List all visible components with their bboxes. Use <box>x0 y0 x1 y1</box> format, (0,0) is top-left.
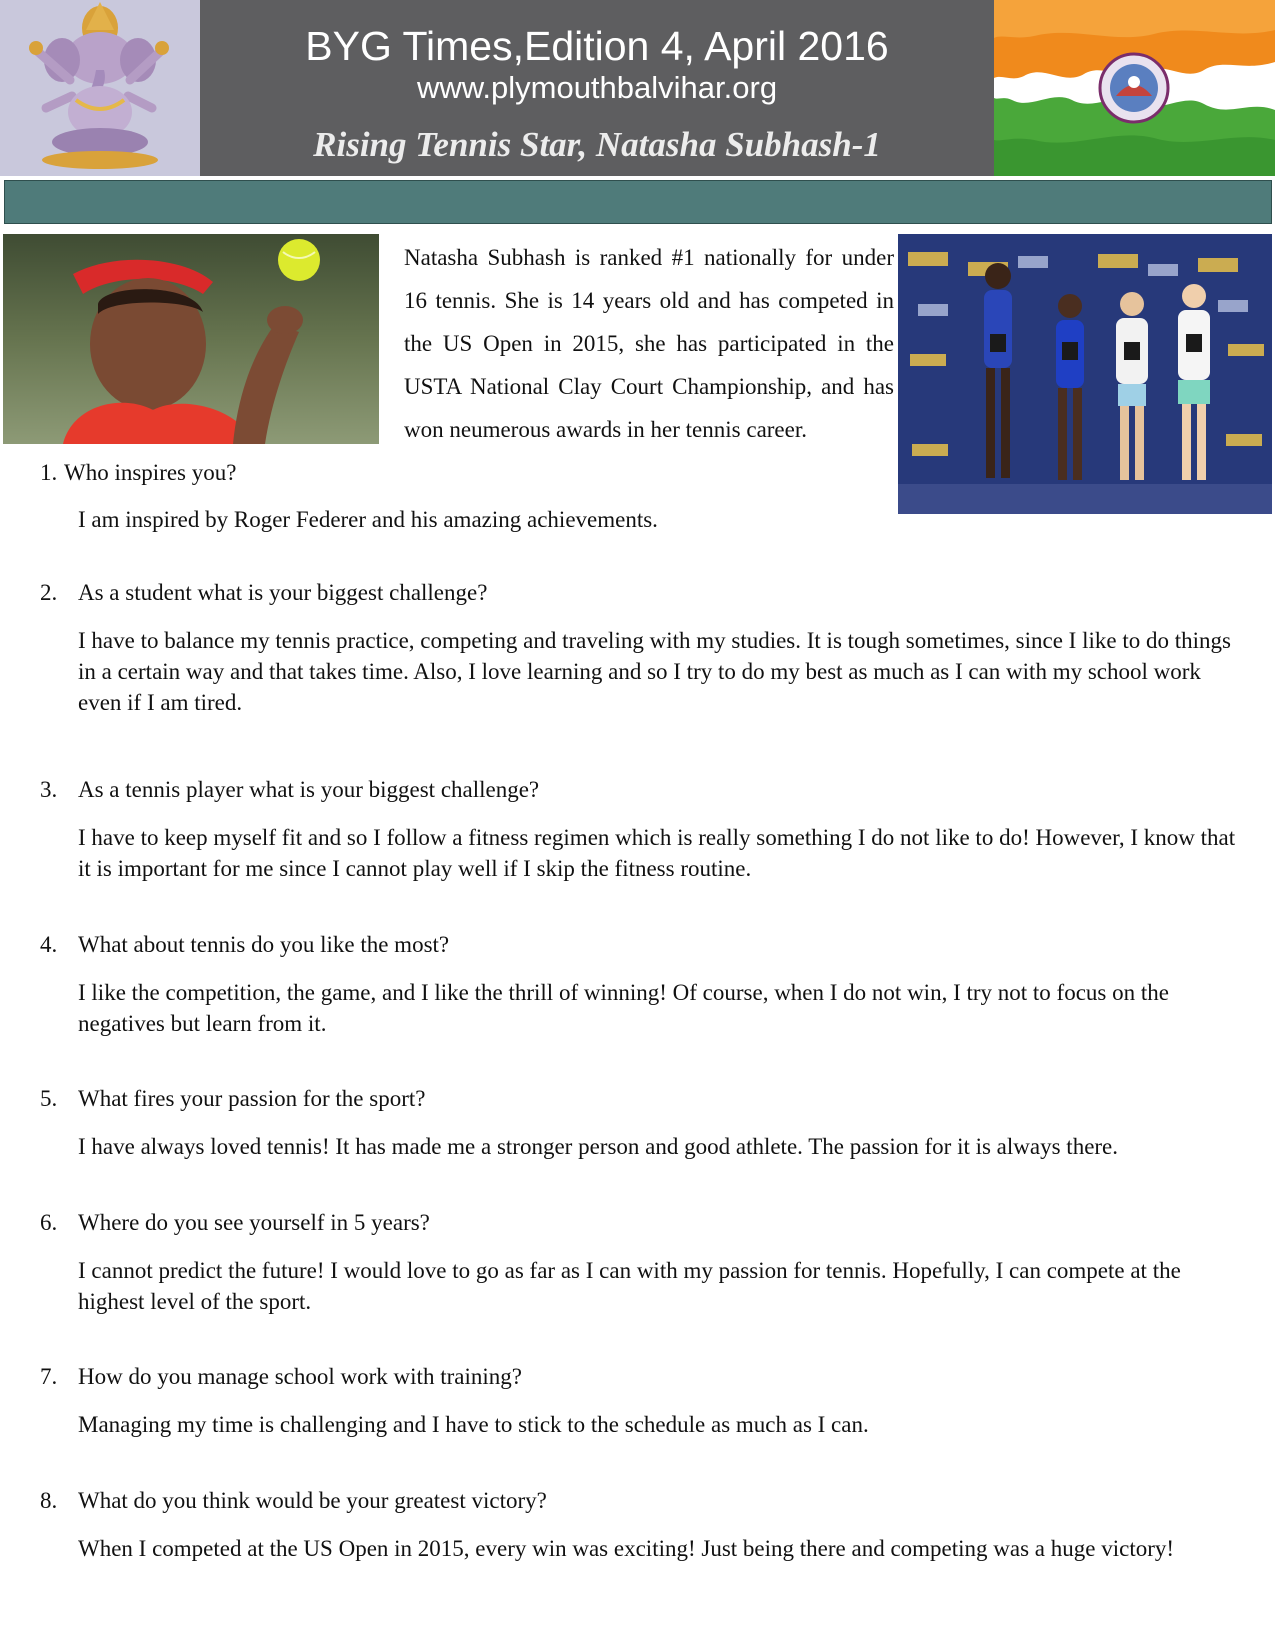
answer-6: I cannot predict the future! I would love to go as far as I can with my passion for tennis. Hopefully, I can compete at the highest level of the sport. <box>78 1258 1181 1314</box>
tricolor-splash-icon <box>994 0 1275 176</box>
website-link[interactable]: www.plymouthbalvihar.org <box>416 70 778 105</box>
intro-paragraph: Natasha Subhash is ranked #1 nationally for under 16 tennis. She is 14 years old and has competed in the US Open in 2015, she has participated in the USTA National Clay Court Championship, and has won neumerous awards in her tennis career. <box>404 245 894 442</box>
answer-8: When I competed at the US Open in 2015, every win was exciting! Just being there and competing was a huge victory! <box>78 1536 1175 1561</box>
question-5 <box>40 1084 425 1114</box>
question-text: How do you manage school work with training? <box>78 1364 522 1389</box>
question-3 <box>40 775 539 805</box>
question-text: What fires your passion for the sport? <box>78 1086 426 1111</box>
newsletter-header <box>0 0 1275 178</box>
question-number: 1. <box>40 460 58 485</box>
question-text: What about tennis do you like the most? <box>78 932 450 957</box>
question-6 <box>40 1208 430 1238</box>
question-text: As a student what is your biggest challenge? <box>78 580 488 605</box>
question-number: 3. <box>40 777 58 802</box>
article-title: Rising Tennis Star, Natasha Subhash-1 <box>313 125 881 164</box>
divider-bar <box>4 180 1272 224</box>
question-7 <box>40 1362 522 1392</box>
question-text: What do you think would be your greatest victory? <box>78 1488 547 1513</box>
ganesha-icon <box>0 0 200 176</box>
newsletter-title: BYG Times,Edition 4, April 2016 <box>305 23 889 69</box>
question-number: 6. <box>40 1210 58 1235</box>
question-text: Who inspires you? <box>64 460 237 485</box>
question-number: 5. <box>40 1086 58 1111</box>
question-1 <box>40 458 236 488</box>
answer-3: I have to keep myself fit and so I follow a fitness regimen which is really something I do not like to do! However, I know that it is important for me since I cannot play well if I skip the fitness routine. <box>78 825 1236 881</box>
answer-4: I like the competition, the game, and I like the thrill of winning! Of course, when I do not win, I try not to focus on the negatives but learn from it. <box>78 980 1169 1036</box>
answer-1: I am inspired by Roger Federer and his amazing achievements. <box>78 507 658 532</box>
question-number: 8. <box>40 1488 58 1513</box>
question-number: 2. <box>40 580 58 605</box>
question-4 <box>40 930 449 960</box>
question-text: As a tennis player what is your biggest challenge? <box>78 777 540 802</box>
answer-7: Managing my time is challenging and I have to stick to the schedule as much as I can. <box>78 1412 869 1437</box>
answer-2: I have to balance my tennis practice, competing and traveling with my studies. It is tough sometimes, since I like to do things in a certain way and that takes time. Also, I love learning and so I try to do my best as much as I can with my school work even if I am tired. <box>78 628 1231 715</box>
question-8 <box>40 1486 547 1516</box>
podium-group-photo <box>898 234 1272 514</box>
answer-5: I have always loved tennis! It has made me a stronger person and good athlete. The passion for it is always there. <box>78 1134 1119 1159</box>
question-number: 7. <box>40 1364 58 1389</box>
question-number: 4. <box>40 932 58 957</box>
player-serving-photo <box>3 234 379 444</box>
title-band <box>200 0 994 176</box>
question-text: Where do you see yourself in 5 years? <box>78 1210 430 1235</box>
question-2 <box>40 578 487 608</box>
